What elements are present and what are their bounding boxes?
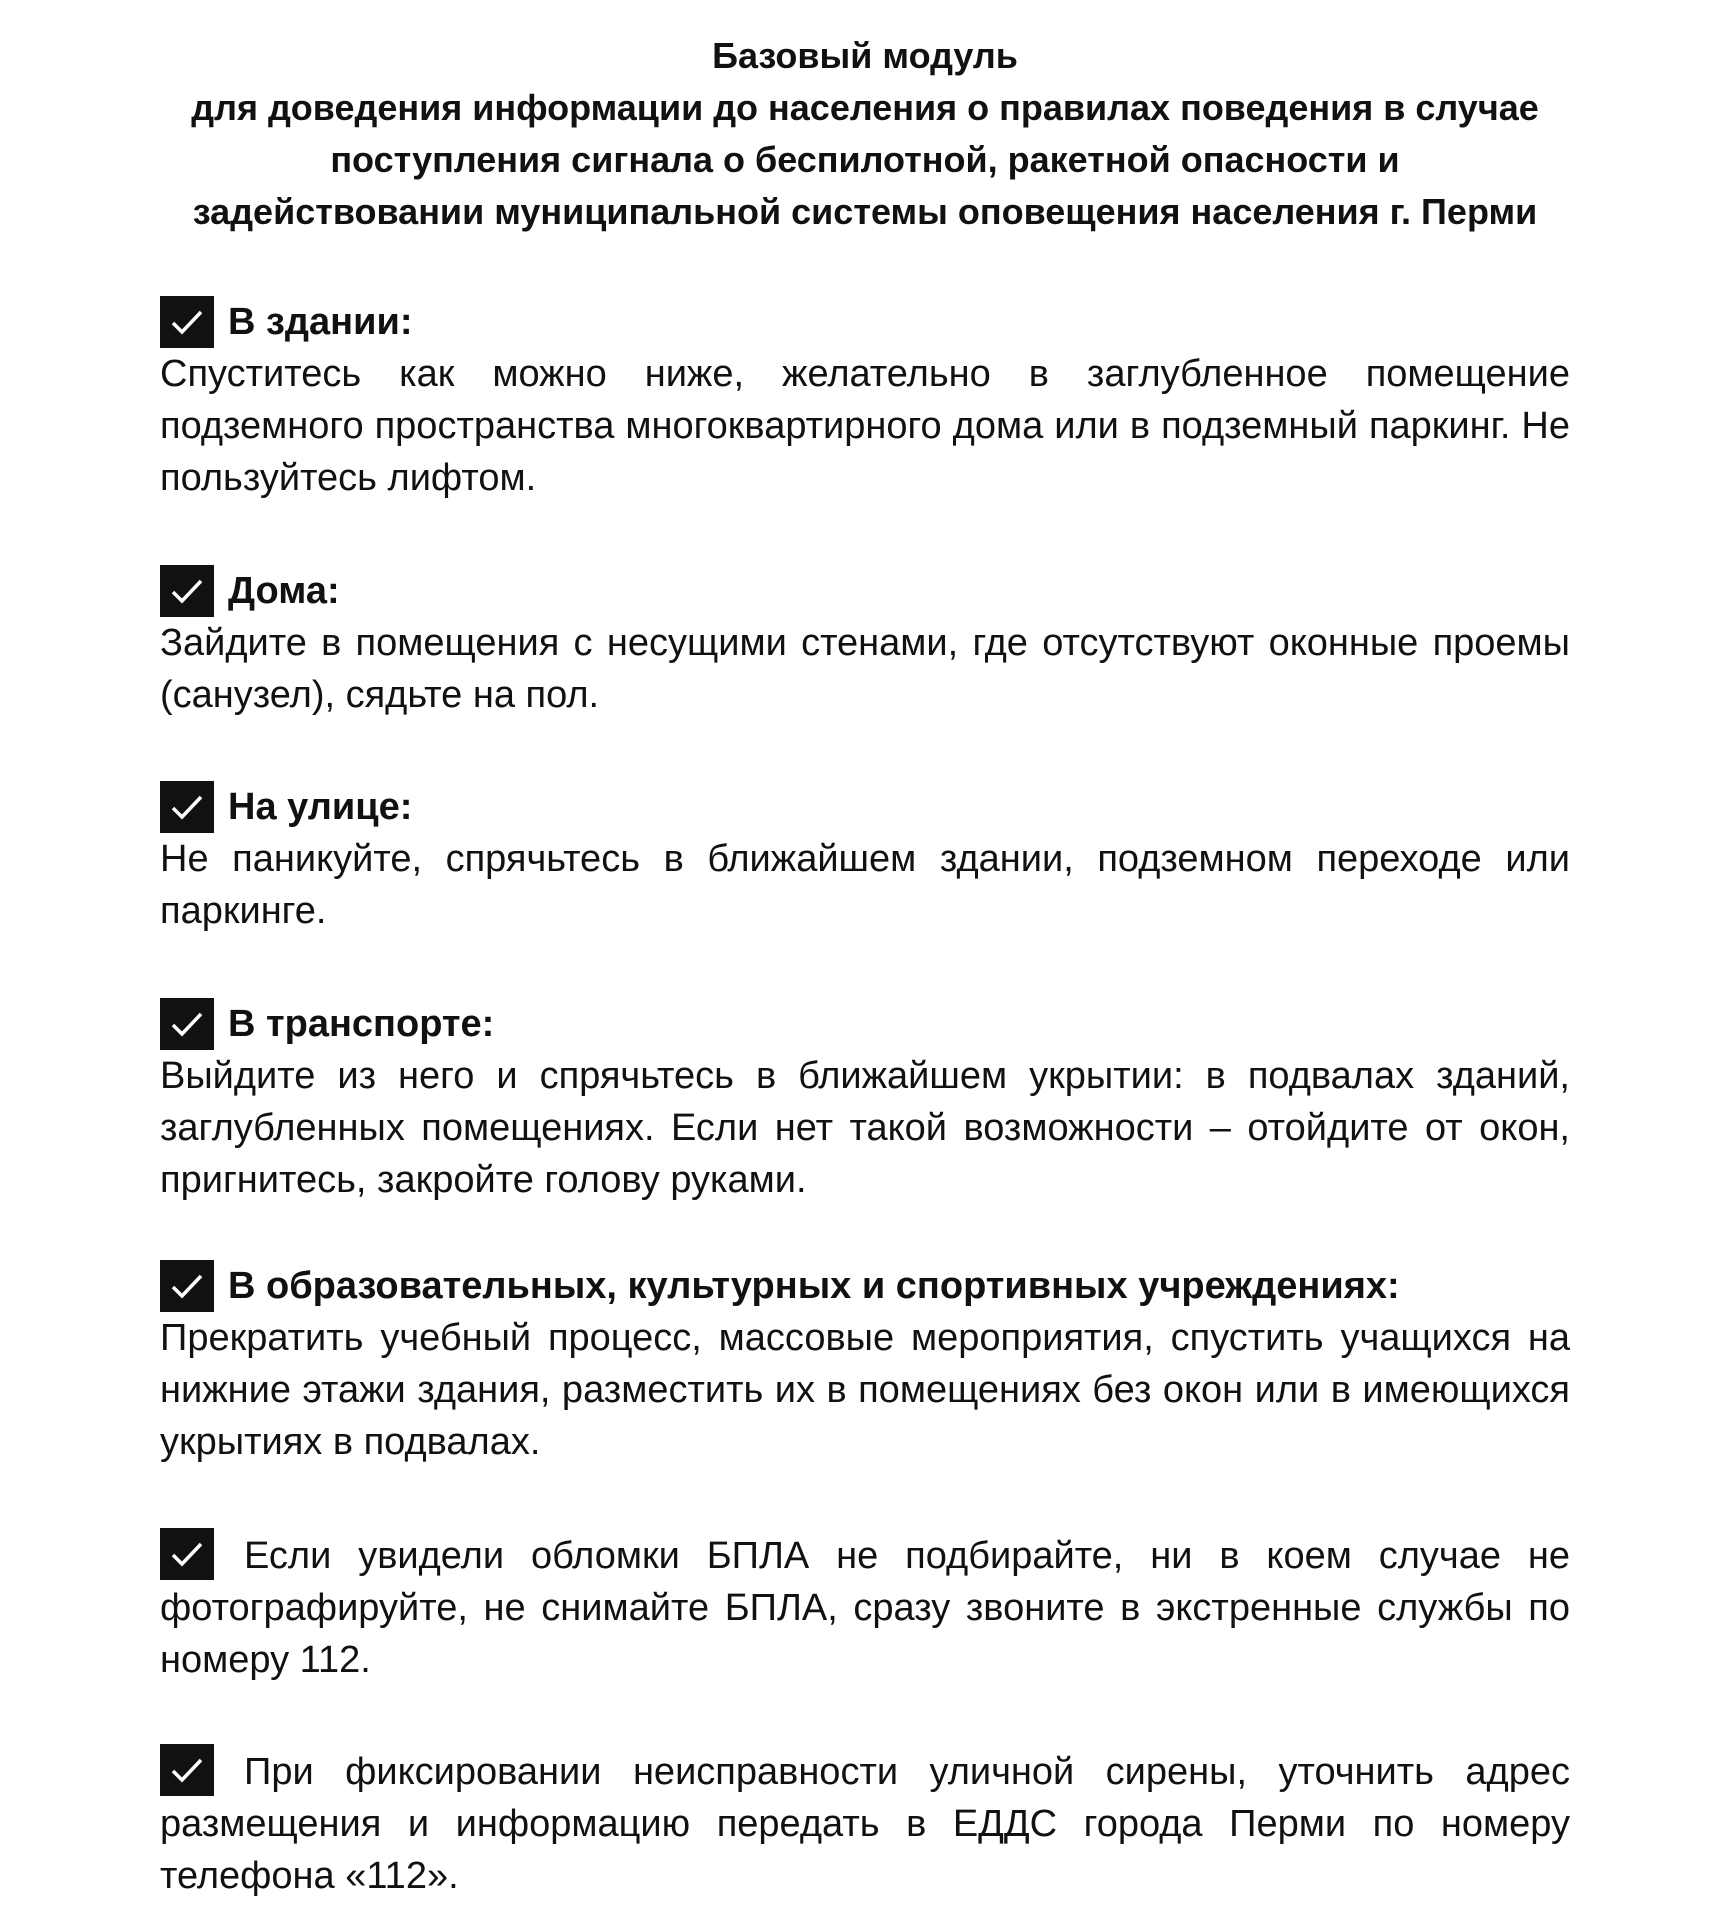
section-institutions (160, 1260, 1570, 1468)
section-heading-label: В здании: (228, 301, 413, 343)
section-text: Зайдите в помещения с несущими стенами, где отсутствуют оконные проемы (санузел), сядьте на пол. (160, 622, 1570, 716)
section-heading (160, 296, 1570, 348)
section-text: Не паникуйте, спрячьтесь в ближайшем здании, подземном переходе или паркинге. (160, 838, 1570, 932)
note-paragraph (160, 1746, 1570, 1902)
note-text: Если увидели обломки БПЛА не подбирайте, ни в коем случае не фотографируйте, не снимайте БПЛА, сразу звоните в экстренные службы по номеру 112. (160, 1535, 1570, 1681)
section-heading-label: В образовательных, культурных и спортивных учреждениях: (228, 1265, 1400, 1307)
section-outdoors (160, 781, 1570, 937)
title-line-2: для доведения информации до населения о правилах поведения в случае (191, 87, 1539, 128)
section-heading (160, 565, 1570, 617)
check-box-icon (160, 998, 214, 1050)
note-text: При фиксировании неисправности уличной сирены, уточнить адрес размещения и информацию передать в ЕДДС города Перми по номеру телефона «112». (160, 1751, 1570, 1897)
section-heading-label: В транспорте: (228, 1003, 495, 1045)
section-heading-label: Дома: (228, 570, 340, 612)
section-heading (160, 998, 1570, 1050)
section-text: Выйдите из него и спрячьтесь в ближайшем укрытии: в подвалах зданий, заглубленных помещениях. Если нет такой возможности – отойдите от окон, пригнитесь, закройте голову руками. (160, 1055, 1570, 1201)
check-box-icon (160, 1744, 214, 1796)
section-in-transport (160, 998, 1570, 1206)
note-drone-debris (160, 1530, 1570, 1686)
section-heading (160, 1260, 1570, 1312)
section-text: Спуститесь как можно ниже, желательно в заглубленное помещение подземного пространства многоквартирного дома или в подземный паркинг. Не пользуйтесь лифтом. (160, 353, 1570, 499)
document-title (154, 30, 1576, 238)
title-line-4: задействовании муниципальной системы оповещения населения г. Перми (192, 191, 1538, 232)
section-heading-label: На улице: (228, 786, 413, 828)
check-box-icon (160, 781, 214, 833)
check-box-icon (160, 296, 214, 348)
title-line-1: Базовый модуль (712, 35, 1018, 76)
section-at-home (160, 565, 1570, 721)
section-heading (160, 781, 1570, 833)
section-in-building (160, 296, 1570, 504)
check-box-icon (160, 1528, 214, 1580)
section-text: Прекратить учебный процесс, массовые мероприятия, спустить учащихся на нижние этажи здания, разместить их в помещениях без окон или в имеющихся укрытиях в подвалах. (160, 1317, 1570, 1463)
check-box-icon (160, 565, 214, 617)
note-paragraph (160, 1530, 1570, 1686)
document-page (160, 30, 1570, 1897)
check-box-icon (160, 1260, 214, 1312)
note-siren-fault (160, 1746, 1570, 1902)
title-line-3: поступления сигнала о беспилотной, ракетной опасности и (330, 139, 1400, 180)
